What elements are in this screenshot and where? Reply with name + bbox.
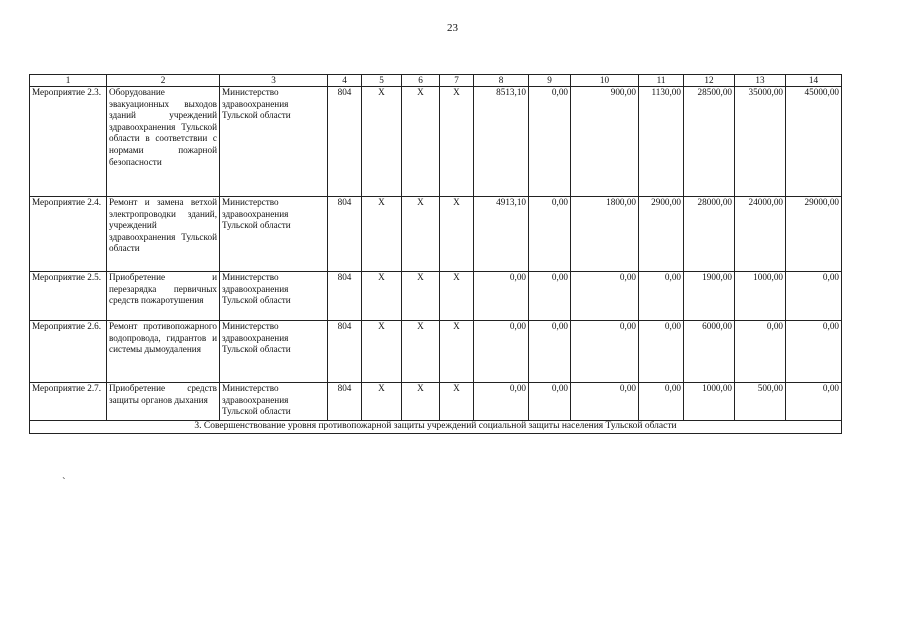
value-cell: 28000,00: [684, 197, 735, 272]
column-header: 14: [786, 75, 842, 87]
executor-cell: Министерство здравоохранения Тульской области: [220, 87, 328, 197]
value-cell: 0,00: [639, 321, 684, 383]
code-cell: 804: [328, 383, 362, 421]
program-measures-table: [29, 74, 842, 434]
measure-description-cell: Ремонт противопожарного водопровода, гидрантов и системы дымоудаления: [107, 321, 220, 383]
value-cell: 500,00: [735, 383, 786, 421]
section-title: 3. Совершенствование уровня противопожарной защиты учреждений социальной защиты населения Тульской области: [30, 421, 842, 434]
x-cell: Х: [402, 272, 440, 321]
value-cell: 0,00: [571, 272, 639, 321]
value-cell: 29000,00: [786, 197, 842, 272]
code-cell: 804: [328, 87, 362, 197]
column-header: 6: [402, 75, 440, 87]
value-cell: 1900,00: [684, 272, 735, 321]
value-cell: 0,00: [735, 321, 786, 383]
value-cell: 0,00: [529, 272, 571, 321]
value-cell: 0,00: [786, 383, 842, 421]
value-cell: 24000,00: [735, 197, 786, 272]
executor-cell: Министерство здравоохранения Тульской области: [220, 272, 328, 321]
column-header: 12: [684, 75, 735, 87]
measure-id-cell: Мероприятие 2.5.: [30, 272, 107, 321]
column-header: 4: [328, 75, 362, 87]
column-header: 7: [440, 75, 474, 87]
value-cell: 900,00: [571, 87, 639, 197]
column-header: 9: [529, 75, 571, 87]
column-header: 5: [362, 75, 402, 87]
table-row: [30, 383, 842, 421]
executor-cell: Министерство здравоохранения Тульской области: [220, 321, 328, 383]
x-cell: Х: [440, 272, 474, 321]
x-cell: Х: [362, 87, 402, 197]
x-cell: Х: [402, 87, 440, 197]
measure-description-cell: Оборудование эвакуационных выходов зданий учреждений здравоохранения Тульской области в соответствии с нормами пожарной безопасности: [107, 87, 220, 197]
value-cell: 6000,00: [684, 321, 735, 383]
value-cell: 0,00: [529, 197, 571, 272]
page-number: 23: [447, 22, 458, 34]
value-cell: 8513,10: [474, 87, 529, 197]
column-header: 10: [571, 75, 639, 87]
value-cell: 0,00: [639, 383, 684, 421]
value-cell: 0,00: [571, 321, 639, 383]
measure-description-cell: Приобретение и перезарядка первичных средств пожаротушения: [107, 272, 220, 321]
x-cell: Х: [440, 197, 474, 272]
column-header: 1: [30, 75, 107, 87]
table-row: [30, 87, 842, 197]
measure-description-cell: Приобретение средств защиты органов дыхания: [107, 383, 220, 421]
value-cell: 0,00: [529, 383, 571, 421]
x-cell: Х: [362, 383, 402, 421]
column-header: 2: [107, 75, 220, 87]
column-header: 3: [220, 75, 328, 87]
measure-id-cell: Мероприятие 2.3.: [30, 87, 107, 197]
stray-mark: `: [62, 476, 66, 488]
column-header: 13: [735, 75, 786, 87]
value-cell: 0,00: [529, 87, 571, 197]
measure-id-cell: Мероприятие 2.4.: [30, 197, 107, 272]
x-cell: Х: [440, 321, 474, 383]
value-cell: 35000,00: [735, 87, 786, 197]
value-cell: 0,00: [786, 321, 842, 383]
value-cell: 0,00: [474, 272, 529, 321]
value-cell: 0,00: [529, 321, 571, 383]
value-cell: 1800,00: [571, 197, 639, 272]
x-cell: Х: [362, 321, 402, 383]
x-cell: Х: [402, 383, 440, 421]
value-cell: 28500,00: [684, 87, 735, 197]
code-cell: 804: [328, 321, 362, 383]
column-header: 11: [639, 75, 684, 87]
x-cell: Х: [440, 383, 474, 421]
column-header: 8: [474, 75, 529, 87]
value-cell: 0,00: [786, 272, 842, 321]
section-row: [30, 421, 842, 434]
value-cell: 2900,00: [639, 197, 684, 272]
table-row: [30, 321, 842, 383]
x-cell: Х: [362, 272, 402, 321]
value-cell: 4913,10: [474, 197, 529, 272]
header-row: [30, 75, 842, 87]
measure-description-cell: Ремонт и замена ветхой электропроводки зданий, учреждений здравоохранения Тульской области: [107, 197, 220, 272]
table-row: [30, 272, 842, 321]
code-cell: 804: [328, 197, 362, 272]
x-cell: Х: [362, 197, 402, 272]
code-cell: 804: [328, 272, 362, 321]
executor-cell: Министерство здравоохранения Тульской области: [220, 383, 328, 421]
executor-cell: Министерство здравоохранения Тульской области: [220, 197, 328, 272]
value-cell: 0,00: [474, 321, 529, 383]
measure-id-cell: Мероприятие 2.7.: [30, 383, 107, 421]
value-cell: 1130,00: [639, 87, 684, 197]
value-cell: 0,00: [474, 383, 529, 421]
table-row: [30, 197, 842, 272]
x-cell: Х: [402, 197, 440, 272]
value-cell: 1000,00: [684, 383, 735, 421]
x-cell: Х: [402, 321, 440, 383]
x-cell: Х: [440, 87, 474, 197]
value-cell: 0,00: [639, 272, 684, 321]
value-cell: 0,00: [571, 383, 639, 421]
value-cell: 1000,00: [735, 272, 786, 321]
measure-id-cell: Мероприятие 2.6.: [30, 321, 107, 383]
value-cell: 45000,00: [786, 87, 842, 197]
